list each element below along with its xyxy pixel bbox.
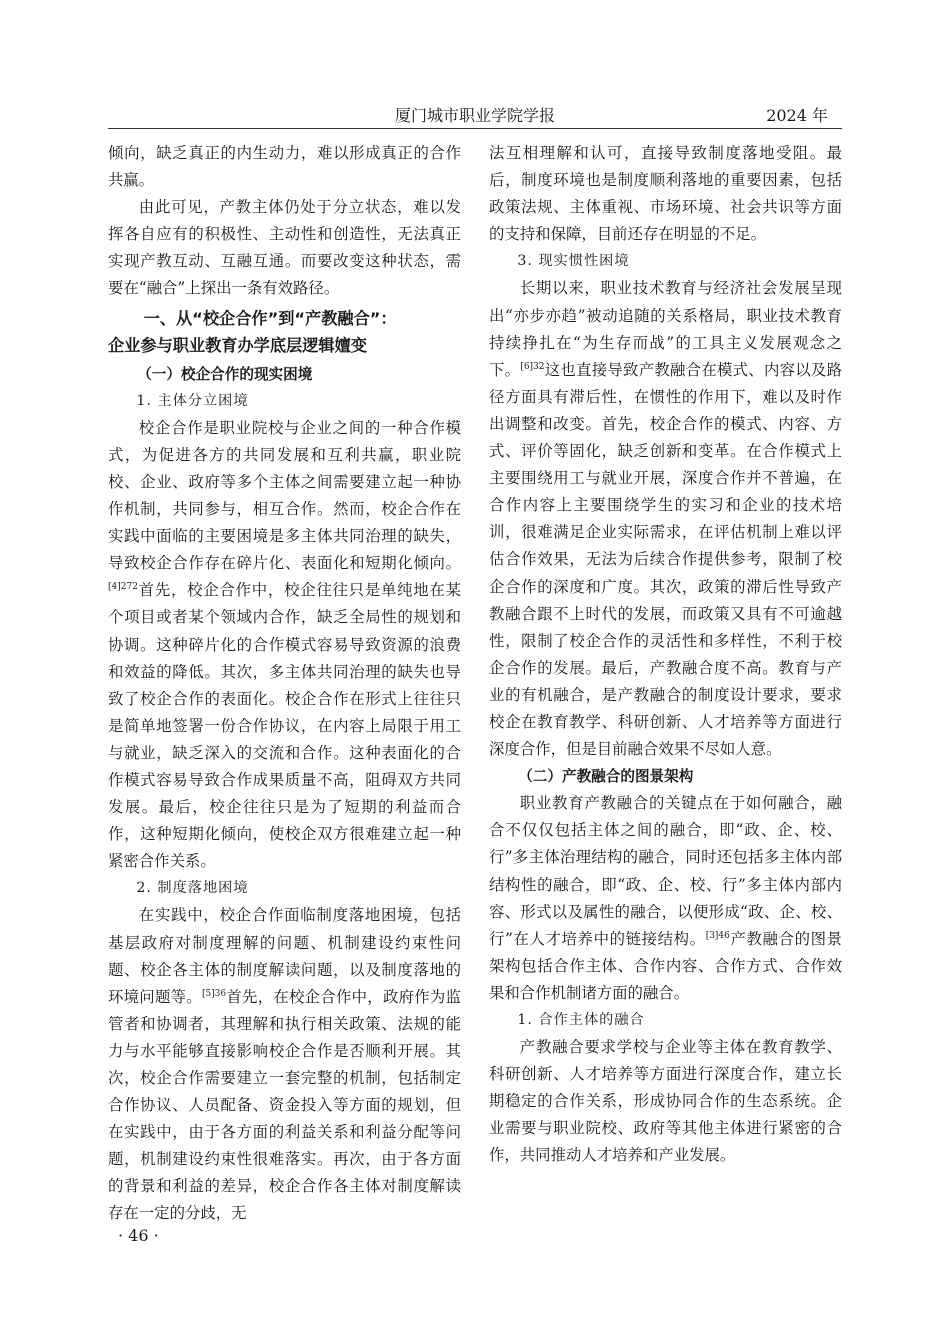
citation: [3]46 <box>705 930 730 941</box>
citation: [6]32 <box>520 361 545 372</box>
subsubsection-heading: 1. 合作主体的融合 <box>517 1012 645 1028</box>
citation: [5]36 <box>201 988 227 999</box>
paragraph <box>108 415 461 876</box>
paragraph-text: 校企合作是职业院校与企业之间的一种合作模式，为促进各方的共同发展和互利共赢，职业院校、企业、政府等多个主体之间需要建立起一种协作机制，共同参与，相互合作。然而，校企合作在实践中面临的主要困境是多主体共同治理的缺失，导致校企合作存在碎片化、表面化和短期化倾向。 <box>108 418 461 573</box>
paragraph-text: 长期以来，职业技术教育与经济社会发展呈现出“亦步亦趋”被动追随的关系格局，职业技术教育持续挣扎在“为生存而战”的工具主义发展观念之下。 <box>489 279 842 379</box>
paragraph-text: 产教融合的图景架构包括合作主体、合作内容、合作方式、合作效果和合作机制诸方面的融合。 <box>489 929 842 1002</box>
paragraph <box>108 902 461 1227</box>
subsubsection-heading: 2. 制度落地困境 <box>136 880 249 897</box>
paragraph: 法互相理解和认可，直接导致制度落地受阻。最后，制度环境也是制度顺利落地的重要因素，包括政策法规、主体重视、市场环境、社会共识等方面的支持和保障，目前还存在明显的不足。 <box>489 144 842 244</box>
citation: [4]272 <box>108 582 138 593</box>
page-number: · 46 · <box>118 1226 159 1245</box>
paragraph <box>489 790 842 1007</box>
paragraph: 产教融合要求学校与企业等主体在教育教学、科研创新、人才培养等方面进行深度合作，建立长期稳定的合作关系，形成协同合作的生态系统。企业需要与职业院校、政府等其他主体进行紧密的合作，共同推动人才培养和产业发展。 <box>489 1038 842 1165</box>
subsubsection-heading: 3. 现实惯性困境 <box>517 253 630 270</box>
right-column <box>489 140 842 1170</box>
paragraph-text: 这也直接导致产教融合在模式、内容以及路径方面具有滞后性，在惯性的作用下，难以及时作出调整和改变。首先，校企合作的模式、内容、方式、评价等固化，缺乏创新和变革。在合作模式上主要围绕用工与就业开展，深度合作并不普遍，在合作内容上主要围绕学生的实习和企业的技术培训，很难满足企业实际需求，在评估机制上难以评估合作效果，无法为后续合作提供参考，限制了校企合作的深度和广度。其次，政策的滞后性导致产教融合跟不上时代的发展，而政策又具有不可逾越性，限制了校企合作的灵活性和多样性，不利于校企合作的发展。最后，产教融合度不高。教育与产业的有机融合，是产教融合的制度设计要求，要求校企在教育教学、科研创新、人才培养等方面进行深度合作，但是目前融合效果不尽如人意。 <box>489 360 842 759</box>
subsection-heading: （一）校企合作的现实困境 <box>137 365 313 383</box>
section-heading-line: 一、从“校企合作”到“产教融合”： <box>143 308 397 328</box>
subsection-heading: （二）产教融合的图景架构 <box>518 768 694 786</box>
journal-title: 厦门城市职业学院学报 <box>394 106 555 125</box>
paragraph: 由此可见，产教主体仍处于分立状态，难以发挥各自应有的积极性、主动性和创造性，无法真正实现产教互动、互融互通。而要改变这种状态，需要在“融合”上探出一条有效路径。 <box>108 198 461 298</box>
paragraph <box>489 275 842 763</box>
paragraph-text: 职业教育产教融合的关键点在于如何融合，融合不仅仅包括主体之间的融合，即“政、企、校、行”多主体治理结构的融合，同时还包括多主体内部结构性的融合，即“政、企、校、行”多主体内部内容、形式以及属性的融合，以便形成“政、企、校、行”在人才培养中的链接结构。 <box>489 794 842 948</box>
running-header <box>108 100 842 129</box>
paragraph-text: 首先，在校企合作中，政府作为监管者和协调者，其理解和执行相关政策、法规的能力与水平能够直接影响校企合作是否顺利开展。其次，校企合作需要建立一套完整的机制，包括制定合作协议、人员配备、资金投入等方面的规划，但在实践中，由于各方面的利益关系和利益分配等问题，机制建设约束性很难落实。再次，由于各方面的背景和利益的差异，校企合作各主体对制度解读存在一定的分歧，无 <box>108 987 461 1223</box>
left-column <box>108 140 461 1228</box>
issue-year: 2024 年 <box>766 106 828 125</box>
paragraph-text: 首先，校企合作中，校企往往只是单纯地在某个项目或者某个领域内合作，缺乏全局性的规划和协调。这种碎片化的合作模式容易导致资源的浪费和效益的降低。其次，多主体共同治理的缺失也导致了校企合作的表面化。校企合作在形式上往往只是简单地签署一份合作协议，在内容上局限于用工与就业，缺乏深入的交流和合作。这种表面化的合作模式容易导致合作成果质量不高，阻碍双方共同发展。最后，校企往往只是为了短期的利益而合作，这种短期化倾向，使校企双方很难建立起一种紧密合作关系。 <box>108 581 461 871</box>
section-heading-line: 企业参与职业教育办学底层逻辑嬗变 <box>108 335 367 355</box>
subsubsection-heading: 1. 主体分立困境 <box>136 392 249 409</box>
section-heading <box>108 305 461 359</box>
paragraph-text: 在实践中，校企合作面临制度落地困境，包括基层政府对制度理解的问题、机制建设约束性问题、校企各主体的制度解读问题，以及制度落地的环境问题等。 <box>108 906 461 1006</box>
paragraph: 倾向，缺乏真正的内生动力，难以形成真正的合作共赢。 <box>108 144 461 190</box>
